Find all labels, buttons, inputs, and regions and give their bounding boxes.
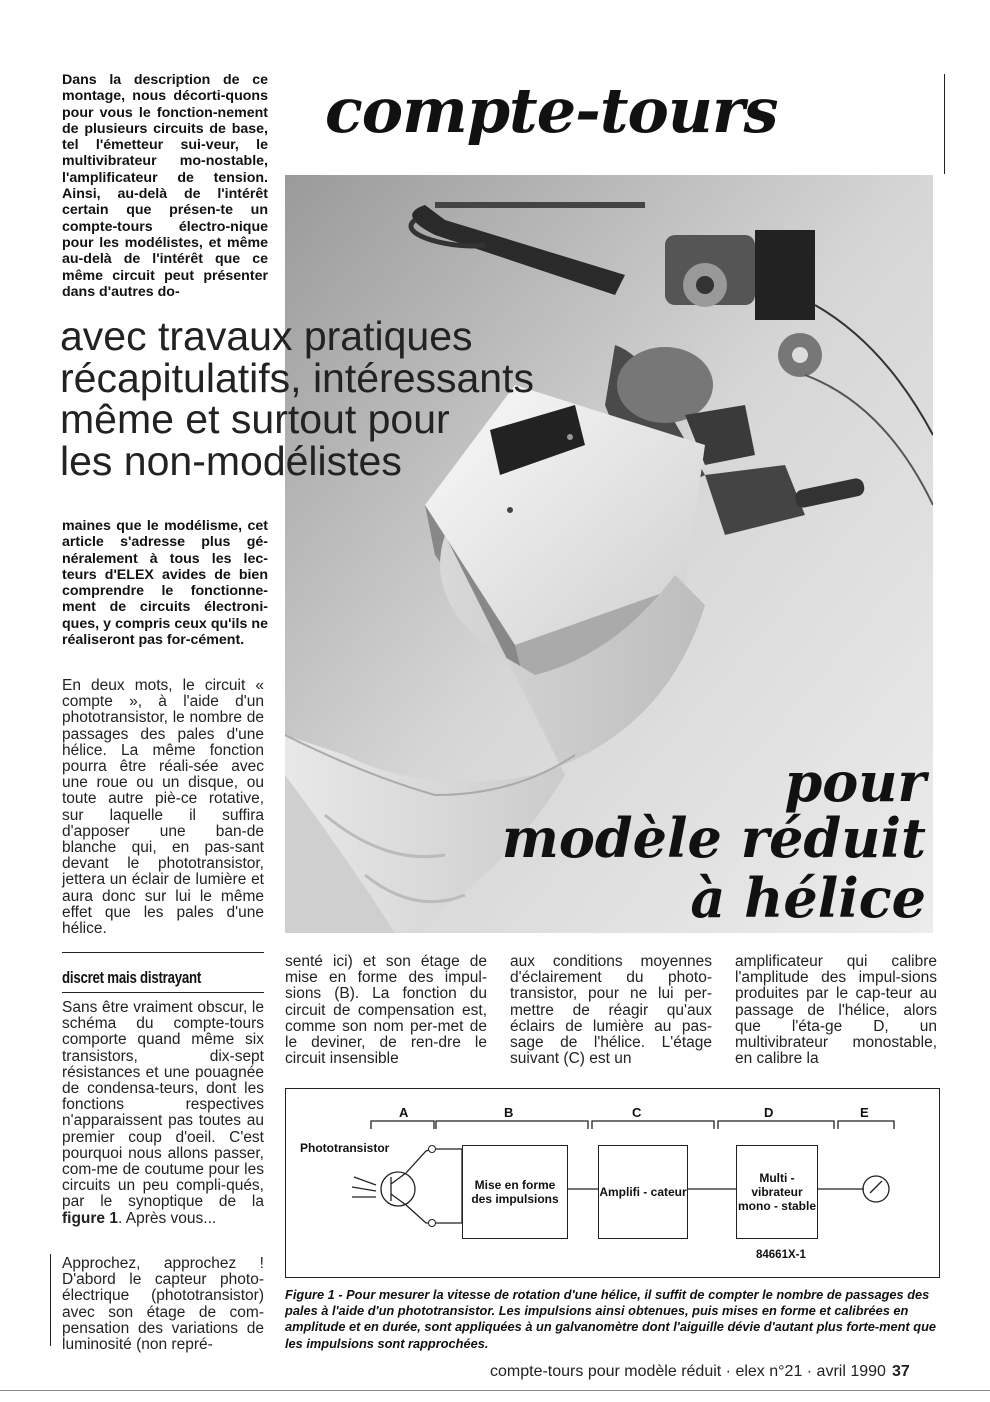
block-amplifier: Amplifi - cateur (598, 1145, 688, 1239)
col1-p2-end: . Après vous... (117, 1209, 217, 1227)
left-rule (50, 1254, 51, 1346)
phototransistor-label: Phototransistor (300, 1141, 390, 1155)
col1-paragraph-3: Approchez, approchez ! D'abord le capteur photo-électrique (phototransistor) avec son étage de com-pensation des variations de luminosité (non repré- (62, 1255, 264, 1354)
subtitle-line-4: les non-modélistes (60, 437, 402, 484)
stage-label-d: D (764, 1105, 774, 1120)
stage-label-c: C (632, 1105, 642, 1120)
footer-text: compte-tours pour modèle réduit · elex n°21 · avril 1990 (490, 1363, 886, 1380)
col1-paragraph-2 (62, 1000, 264, 1227)
section-heading: discret mais distrayant (62, 968, 202, 987)
right-rule (944, 74, 945, 174)
bottom-rule (0, 1390, 990, 1391)
subtitle-line-1: avec travaux pratiques (60, 313, 473, 359)
figure-caption: Figure 1 - Pour mesurer la vitesse de rotation d'une hélice, il suffit de compter le nombre de passages des pales à l'aide d'un phototransistor. Les impulsions ainsi obtenues, puis mises en forme et calibrées en amplitude et en durée, sont appliquées à un galvanomètre dont l'aiguille dévie d'autant plus forte-ment que les impulsions sont rapprochées. (285, 1287, 937, 1351)
title-line-helice: à hélice (690, 866, 926, 930)
intro-text-top: Dans la description de ce montage, nous décorti-quons pour vous le fonction-nement de plusieurs circuits de base, tel l'émetteur sui-veur, le multivibrateur mo-nostable, l'amplificateur de tension. Ainsi, au-delà de l'intérêt certain que présen-te un compte-tours électro-nique pour les modélistes, et même au-delà de l'intérêt que ce même circuit peut présenter dans d'autres do- (62, 72, 268, 300)
page-footer (490, 1363, 910, 1381)
heading-rule-bottom (62, 992, 264, 993)
stage-label-e: E (860, 1105, 869, 1120)
figure-ref: figure 1 (62, 1209, 118, 1227)
article-subtitle (60, 313, 600, 484)
col2-paragraph: senté ici) et son étage de mise en forme des impul-sions (B). La fonction du circuit de compensation est, comme son nom per-met de le deviner, de ren-dre le circuit insensible (285, 953, 487, 1068)
heading-rule-top (62, 952, 264, 953)
block-monostable: Multi - vibrateur mono - stable (736, 1145, 818, 1239)
diagram-reference: 84661X-1 (756, 1249, 806, 1261)
subtitle-line-3: même et surtout pour (60, 396, 450, 442)
subtitle-line-2: récapitulatifs, intéressants (60, 354, 535, 401)
block-shaping: Mise en forme des impulsions (462, 1145, 568, 1239)
col3-paragraph: aux conditions moyennes d'éclairement du photo-transistor, pour ne lui per-mettre de réagir qu'aux éclairs de lumière au pas-sage de l'hélice. L'étage suivant (C) est un (510, 953, 712, 1068)
col4-paragraph: amplificateur qui calibre l'amplitude des impul-sions produites par le cap-teur au passage de l'hélice, alors que l'éta-ge D, un multivibrateur monostable, en calibre la (735, 953, 937, 1068)
stage-label-b: B (504, 1105, 514, 1120)
col1-p2-text: Sans être vraiment obscur, le schéma du compte-tours comporte quand même six transistors, dix-sept résistances et une pouagnée de condensa-teurs, dont les fonctions respectives n'apparaissent pas toutes au premier coup d'oeil. C'est pourquoi nous allons passer, com-me de coutume pour les circuits un peu compli-qués, par le synoptique de la (62, 999, 264, 1211)
page-number: 37 (891, 1363, 910, 1380)
col1-paragraph-1: En deux mots, le circuit « compte », à l'aide d'un phototransistor, le nombre de passages des pales d'une hélice. La même fonction pourra être réali-sée avec une roue ou un disque, ou toute autre piè-ce rotative, sur laquelle il suffira d'apposer une ban-de blanche qui, en pas-sant devant le phototransistor, jettera un éclair de lumière et aura donc sur lui le même effet que les pales d'une hélice. (62, 677, 264, 938)
title-line-pour: pour (784, 750, 926, 814)
stage-label-a: A (399, 1105, 409, 1120)
block-diagram (285, 1088, 940, 1278)
title-line-modele: modèle réduit (501, 806, 926, 870)
article-title: compte-tours (325, 74, 778, 147)
intro-text-bottom: maines que le modélisme, cet article s'adresse plus gé-néralement à tous les lec-teurs d'ELEX avides de bien comprendre le fonctionne-ment de circuits électroni-ques, y compris ceux qu'ils ne réaliseront pas for-cément. (62, 518, 268, 649)
